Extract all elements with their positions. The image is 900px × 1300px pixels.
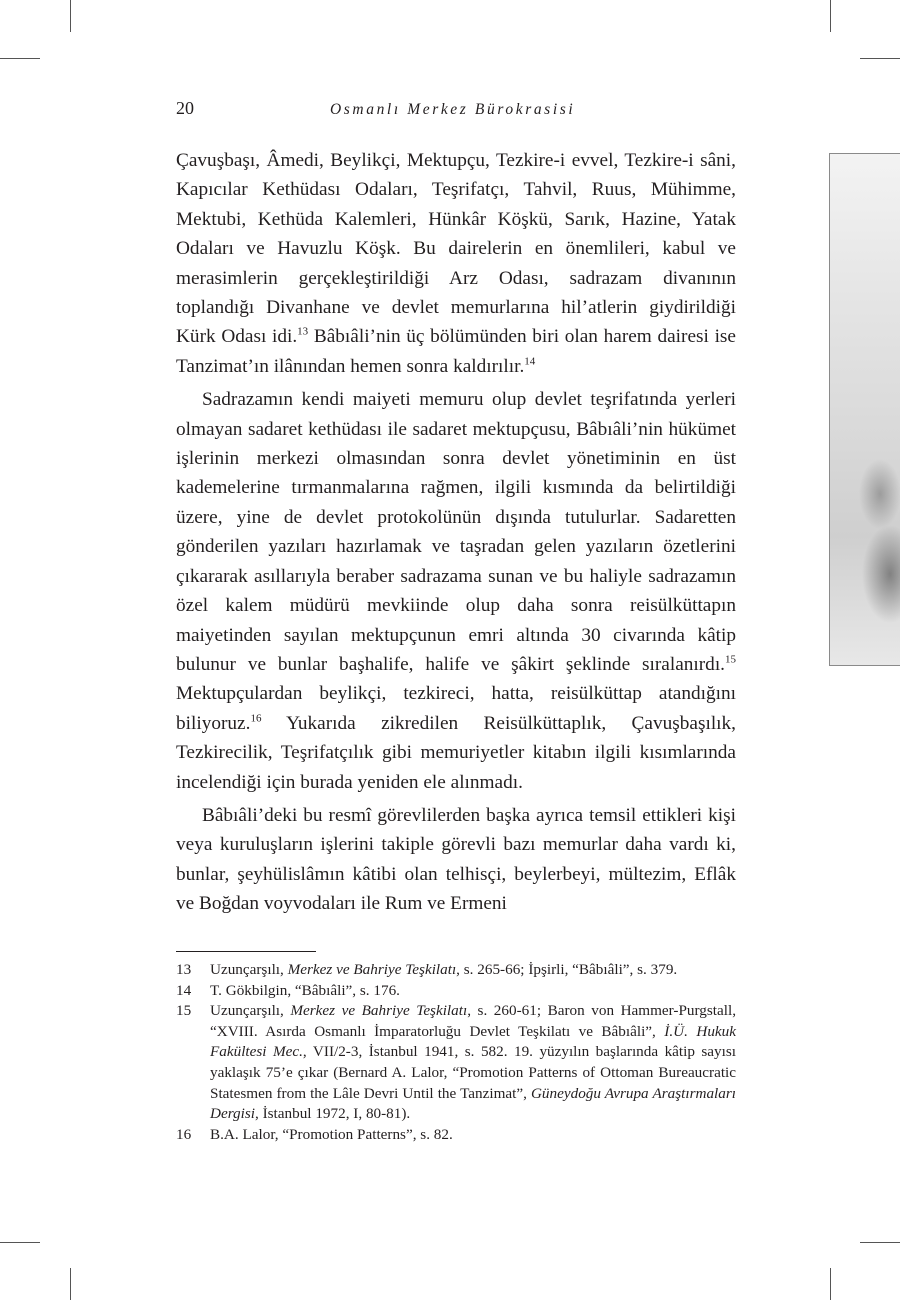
footnote-15 (176, 1001, 736, 1125)
footnote-text-part: , VII/2-3, İstanbul 1941, s. 582. 19. yüzyılın başlarında kâtip sayısı yaklaşık 75’e çıkar (Bernard A. Lalor, “Promotion Patterns of Ottoman Bureaucratic Statesmen from the Lâle Devri Until the Tanzimat”, (210, 1043, 736, 1102)
running-head (176, 98, 736, 122)
footnote-number: 14 (176, 981, 192, 999)
footnote-text (210, 1001, 736, 1125)
footnote-italic-title: İ.Ü. Hukuk Fakültesi Mec. (210, 1022, 736, 1061)
footnote-ref-15[interactable]: 15 (725, 653, 736, 666)
footnotes (176, 960, 736, 1145)
paragraph-2 (176, 385, 736, 797)
footnote-13 (176, 960, 736, 981)
crop-mark-left-top (0, 58, 40, 59)
paragraph-1-text-a: Çavuşbaşı, Âmedi, Beylikçi, Mektupçu, Tezkire-i evvel, Tezkire-i sâni, Kapıcılar Kethüdası Odaları, Teşrifatçı, Tahvil, Ruus, Mühimme, Mektubi, Kethüda Kalemleri, Hünkâr Köşkü, Sarık, Hazine, Yatak Odaları ve Havuzlu Köşk. Bu dairelerin en önemlileri, kabul ve merasimlerin gerçekleştirildiği Arz Odası, sadrazam divanının toplandığı Divanhane ve devlet memurlarına hil’atlerin giydirildiği Kürk Odası idi. (176, 150, 736, 348)
footnote-italic-title: Merkez ve Bahriye Teşkilatı (290, 1002, 468, 1020)
crop-mark-top-right (830, 0, 831, 32)
body-text (176, 146, 736, 919)
footnote-16 (176, 1125, 736, 1146)
paragraph-1 (176, 146, 736, 381)
running-title: Osmanlı Merkez Bürokrasisi (330, 101, 576, 118)
footnote-number: 16 (176, 1125, 192, 1143)
footnote-text: B.A. Lalor, “Promotion Patterns”, s. 82. (210, 1125, 453, 1143)
footnote-italic-title: Merkez ve Bahriye Teşkilatı (287, 961, 457, 978)
side-photo-bleed (829, 153, 900, 666)
crop-mark-bottom-left (70, 1268, 71, 1300)
footnote-ref-16[interactable]: 16 (250, 712, 262, 725)
footnote-ref-14[interactable]: 14 (524, 355, 536, 368)
paragraph-3: Bâbıâli’deki bu resmî görevlilerden başka ayrıca temsil ettikleri kişi veya kuruluşların işlerini takiple görevli bazı memurlar daha vardı ki, bunlar, şeyhülislâmın kâtibi olan telhisçi, beylerbeyi, mültezim, Eflâk ve Boğdan voyvodaları ile Rum ve Ermeni (176, 804, 736, 915)
footnote-text (210, 960, 736, 981)
crop-mark-left-bottom (0, 1242, 40, 1243)
footnote-text: T. Gökbilgin, “Bâbıâli”, s. 176. (210, 981, 400, 999)
footnote-number: 13 (176, 961, 192, 978)
paragraph-2-text-c: Yukarıda zikredilen Reisülküttaplık, Çavuşbaşılık, Tezkirecilik, Teşrifatçılık gibi memuriyetler kitabın ilgili kısımlarında incelendiği için burada yeniden ele alınmadı. (176, 712, 736, 793)
crop-mark-right-bottom (860, 1242, 900, 1243)
crop-mark-right-top (860, 58, 900, 59)
footnote-text-part: , İstanbul 1972, I, 80-81). (255, 1105, 411, 1123)
crop-mark-top-left (70, 0, 71, 32)
footnote-14 (176, 981, 736, 1002)
footnote-text-part: , s. 260-61; Baron von Hammer-Purgstall, “XVIII. Asırda Osmanlı İmparatorluğu Devlet Teşkilatı ve Bâbıâli”, (210, 1002, 736, 1040)
footnote-text-part: Uzunçarşılı, (210, 1002, 291, 1020)
paragraph-2-text-a: Sadrazamın kendi maiyeti memuru olup devlet teşrifatında yerleri olmayan sadaret kethüdası ile sadaret mektupçusu, Bâbıâli’nin hükümet işlerinin merkezi olmasından sonra devlet yönetiminin en üst kademelerine tırmanmalarına rağmen, ilgili kısmında da belirtildiği üzere, yine de devlet protokolünün dışında tutulurlar. Sadaretten gönderilen yazıları hazırlamak ve taşradan gelen yazıların özetlerini çıkararak asıllarıyla beraber sadrazama sunan ve bu haliyle sadrazamın özel kalem müdürü mevkiinde olup daha sonra reisülküttapın maiyetinden sayılan mektupçunun emri altında 30 civarında kâtip bulunur ve bunlar başhalife, halife ve şâkirt şeklinde sıralanırdı. (176, 389, 736, 675)
footnote-text-part: , s. 265-66; İpşirli, “Bâbıâli”, s. 379. (456, 961, 678, 978)
footnote-italic-title: Güneydoğu Avrupa Araştırmaları Dergisi (210, 1084, 736, 1123)
crop-mark-bottom-right (830, 1268, 831, 1300)
footnote-number: 15 (176, 1002, 192, 1020)
footnote-ref-13[interactable]: 13 (297, 326, 309, 339)
footnote-text-part: Uzunçarşılı, (210, 961, 288, 978)
page-number: 20 (176, 98, 194, 118)
paragraph-1-text-b: Bâbıâli’nin üç bölümünden biri olan harem dairesi ise Tanzimat’ın ilânından hemen sonra kaldırılır. (176, 326, 736, 377)
footnote-rule (176, 951, 316, 952)
paragraph-2-text-b: Mektupçulardan beylikçi, tezkireci, hatta, reisülküttap atandığını biliyoruz. (176, 683, 736, 734)
